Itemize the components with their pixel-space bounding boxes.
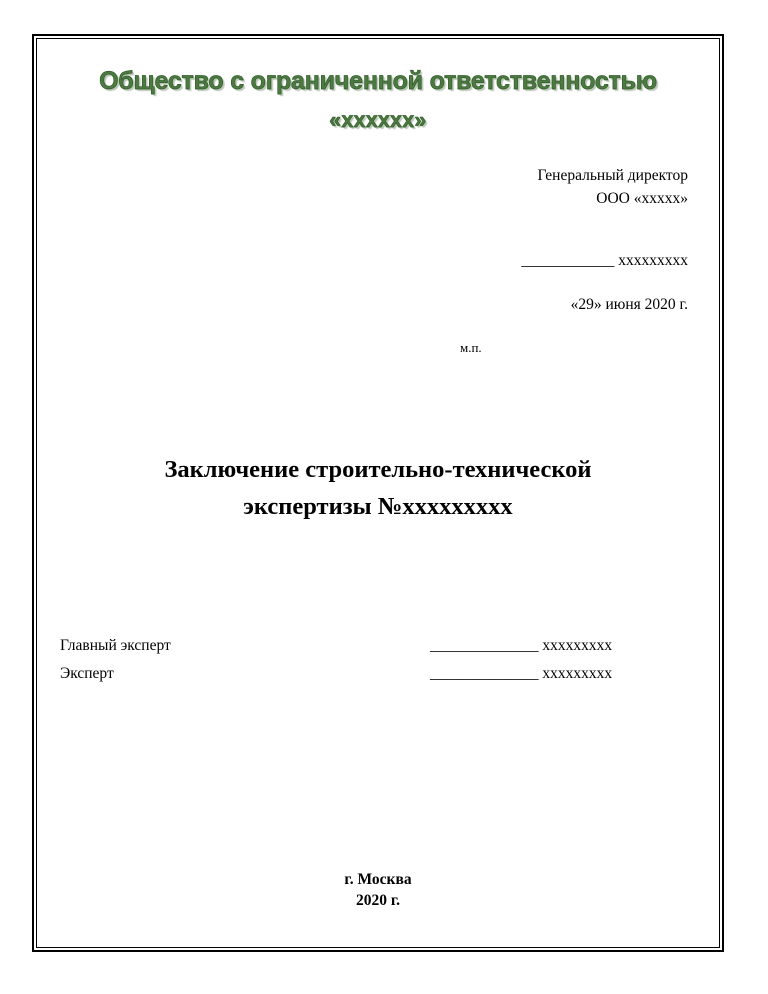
document-page bbox=[14, 14, 742, 974]
organization-title-line1: Общество с ограниченной ответственностью bbox=[99, 67, 657, 95]
page-title-line1: Заключение строительно-технической bbox=[164, 456, 592, 484]
organization-title-line2: «хххххх» bbox=[329, 108, 427, 132]
approval-block bbox=[60, 165, 696, 210]
approval-signature-line: ____________ ххххххххх bbox=[521, 252, 688, 270]
approval-date: «29» июня 2020 г. bbox=[570, 296, 688, 314]
document-footer bbox=[60, 869, 696, 912]
approval-position: Генеральный директор bbox=[537, 167, 688, 185]
page-title bbox=[60, 452, 696, 526]
organization-title bbox=[60, 64, 696, 135]
stamp-mark: м.п. bbox=[460, 340, 482, 356]
page-content bbox=[60, 54, 696, 934]
expert-role-label: Главный эксперт bbox=[60, 636, 171, 654]
expert-row bbox=[60, 638, 696, 654]
expert-signature-line: ______________ ххххххххх bbox=[430, 636, 613, 654]
expert-signature-line: ______________ ххххххххх bbox=[430, 665, 613, 683]
footer-year: 2020 г. bbox=[355, 892, 401, 910]
expert-role-label: Эксперт bbox=[60, 665, 114, 683]
page-title-line2: экспертизы №ххххххххх bbox=[243, 493, 513, 520]
expert-row bbox=[60, 666, 696, 682]
approval-organization: ООО «ххххх» bbox=[596, 189, 688, 207]
experts-block bbox=[60, 638, 696, 682]
footer-city: г. Москва bbox=[344, 870, 412, 888]
